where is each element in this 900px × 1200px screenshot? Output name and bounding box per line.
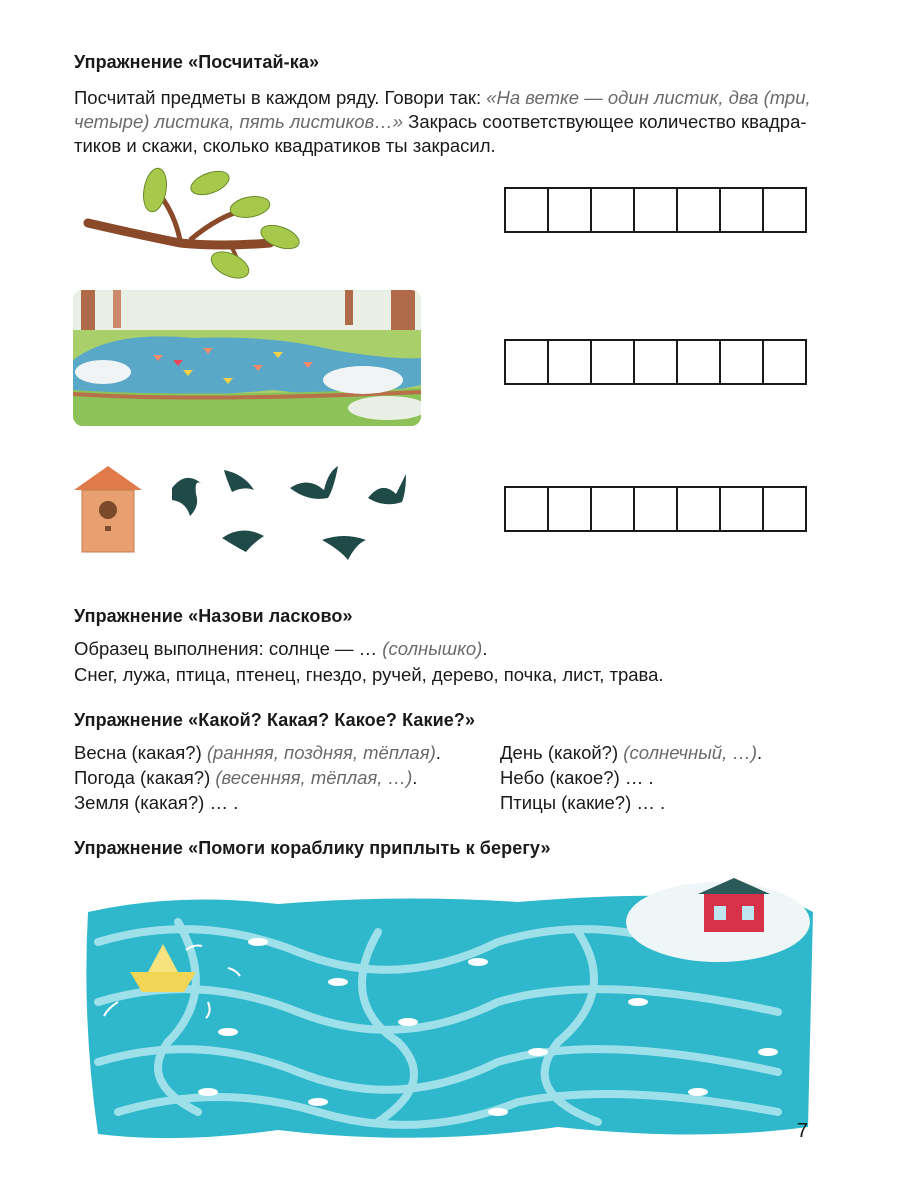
right-question-2: Небо (какое?) … . (500, 767, 654, 788)
exercise4-title: Упражнение «Помоги кораблику приплыть к берегу» (74, 838, 551, 858)
count-box[interactable] (762, 339, 807, 385)
count-box[interactable] (633, 339, 678, 385)
sample-text: Образец выполнения: солнце — … (74, 638, 383, 659)
count-box[interactable] (590, 339, 635, 385)
instr-text-2: Закрась соответствующее количество квадра- (403, 111, 807, 132)
count-box[interactable] (590, 486, 635, 532)
count-box[interactable] (633, 486, 678, 532)
count-boxes-row-3 (504, 486, 807, 532)
right-question-3: Птицы (какие?) … . (500, 792, 666, 813)
count-box[interactable] (762, 187, 807, 233)
birdhouse-and-starlings-image (72, 458, 432, 574)
sample-italic: (солнышко) (382, 638, 483, 659)
left-question-2: Погода (какая?) (весенняя, тёплая, …). (74, 767, 418, 788)
count-box[interactable] (547, 187, 592, 233)
exercise2-body (74, 636, 834, 688)
instr-text-3: тиков и скажи, сколько квадратиков ты закрасил. (74, 135, 496, 156)
instr-italic-1: «На ветке — один листик, два (три, (486, 87, 811, 108)
count-box[interactable] (547, 339, 592, 385)
exercise3-title: Упражнение «Какой? Какая? Какое? Какие?» (74, 710, 476, 730)
exercise1-instructions (74, 86, 834, 158)
count-boxes-row-1 (504, 187, 807, 233)
count-box[interactable] (719, 187, 764, 233)
count-box[interactable] (719, 339, 764, 385)
count-box[interactable] (504, 187, 549, 233)
count-box[interactable] (547, 486, 592, 532)
count-box[interactable] (676, 339, 721, 385)
instr-text-1: Посчитай предметы в каждом ряду. Говори так: (74, 87, 487, 108)
count-box[interactable] (633, 187, 678, 233)
count-box[interactable] (676, 187, 721, 233)
count-boxes-row-2 (504, 339, 807, 385)
right-question-1: День (какой?) (солнечный, …). (500, 742, 763, 763)
left-question-3: Земля (какая?) … . (74, 792, 239, 813)
page-number: 7 (796, 1120, 808, 1142)
instr-italic-2: четыре) листика, пять листиков…» (74, 111, 404, 132)
word-list: Снег, лужа, птица, птенец, гнездо, ручей, дерево, почка, лист, трава. (74, 664, 664, 685)
exercise2-title: Упражнение «Назови ласково» (74, 606, 353, 626)
branch-with-leaves-image (80, 165, 310, 285)
pond-with-paper-boats-image (73, 290, 421, 426)
count-box[interactable] (504, 339, 549, 385)
count-box[interactable] (762, 486, 807, 532)
birdhouse-icon (74, 466, 142, 552)
count-box[interactable] (676, 486, 721, 532)
count-box[interactable] (504, 486, 549, 532)
river-maze-image (78, 872, 818, 1162)
count-box[interactable] (719, 486, 764, 532)
count-box[interactable] (590, 187, 635, 233)
exercise1-title: Упражнение «Посчитай-ка» (74, 52, 320, 72)
left-question-1: Весна (какая?) (ранняя, поздняя, тёплая). (74, 742, 441, 763)
sample-end: . (482, 638, 488, 659)
